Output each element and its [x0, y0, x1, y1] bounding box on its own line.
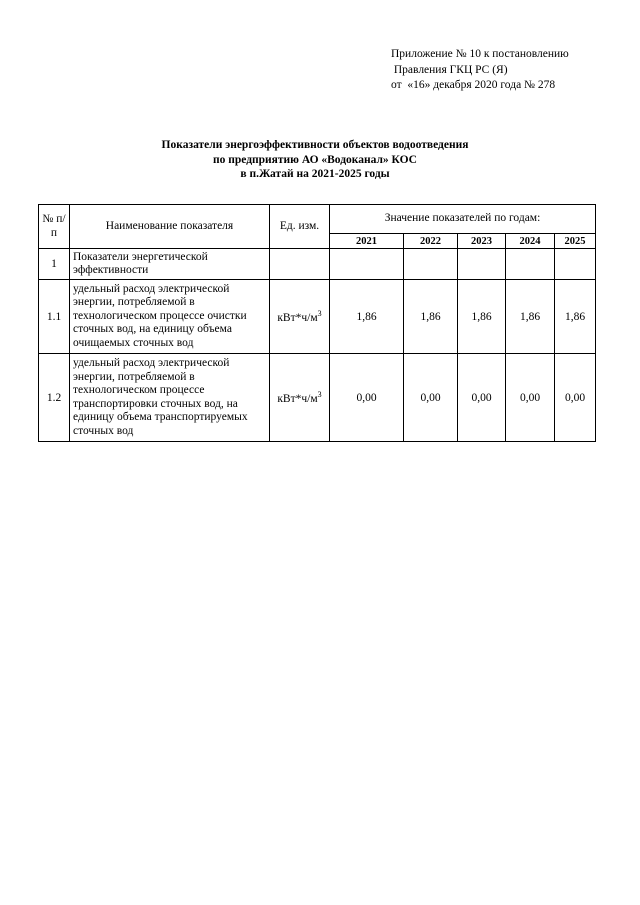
unit-text: кВт*ч/м [277, 392, 318, 405]
header-year: 2024 [506, 234, 555, 249]
header-year: 2025 [555, 234, 596, 249]
row-name: удельный расход электрической энергии, потребляемой в технологическом процессе очистки сточных вод, на единицу объема очищаемых сточных вод [70, 280, 270, 354]
unit-superscript: 3 [317, 390, 322, 400]
document-title [100, 138, 530, 182]
row-name: удельный расход электрической энергии, потребляемой в технологическом процессе транспортировки сточных вод, на единицу объема транспортируемых сточных вод [70, 354, 270, 442]
appendix-line: Приложение № 10 к постановлению [391, 48, 569, 60]
row-num: 1.1 [39, 280, 70, 354]
header-unit: Ед. изм. [270, 205, 330, 249]
header-year: 2023 [458, 234, 506, 249]
row-value: 0,00 [506, 354, 555, 442]
row-unit [270, 280, 330, 354]
title-line: Показатели энергоэффективности объектов водоотведения [161, 139, 469, 151]
section-num: 1 [39, 249, 70, 280]
row-value: 1,86 [330, 280, 404, 354]
empty-cell [270, 249, 330, 280]
row-value: 0,00 [330, 354, 404, 442]
section-name: Показатели энергетической эффективности [70, 249, 270, 280]
title-line: в п.Жатай на 2021-2025 годы [240, 168, 390, 180]
row-value: 0,00 [555, 354, 596, 442]
appendix-line: Правления ГКЦ РС (Я) [391, 63, 508, 76]
row-value: 1,86 [404, 280, 458, 354]
empty-cell [330, 249, 404, 280]
appendix-line: от «16» декабря 2020 года № 278 [391, 79, 556, 91]
indicators-table [38, 204, 596, 442]
empty-cell [555, 249, 596, 280]
table-row [39, 354, 596, 442]
row-value: 0,00 [458, 354, 506, 442]
header-year: 2022 [404, 234, 458, 249]
row-unit [270, 354, 330, 442]
header-values: Значение показателей по годам: [330, 205, 596, 234]
empty-cell [506, 249, 555, 280]
unit-superscript: 3 [317, 309, 322, 319]
unit-text: кВт*ч/м [277, 311, 318, 324]
header-num: № п/п [39, 205, 70, 249]
empty-cell [458, 249, 506, 280]
appendix-reference [391, 47, 631, 94]
row-value: 1,86 [458, 280, 506, 354]
title-line: по предприятию АО «Водоканал» КОС [212, 153, 417, 166]
table-row [39, 280, 596, 354]
row-value: 1,86 [555, 280, 596, 354]
row-value: 1,86 [506, 280, 555, 354]
empty-cell [404, 249, 458, 280]
row-num: 1.2 [39, 354, 70, 442]
row-value: 0,00 [404, 354, 458, 442]
header-year: 2021 [330, 234, 404, 249]
header-name: Наименование показателя [70, 205, 270, 249]
section-row [39, 249, 596, 280]
